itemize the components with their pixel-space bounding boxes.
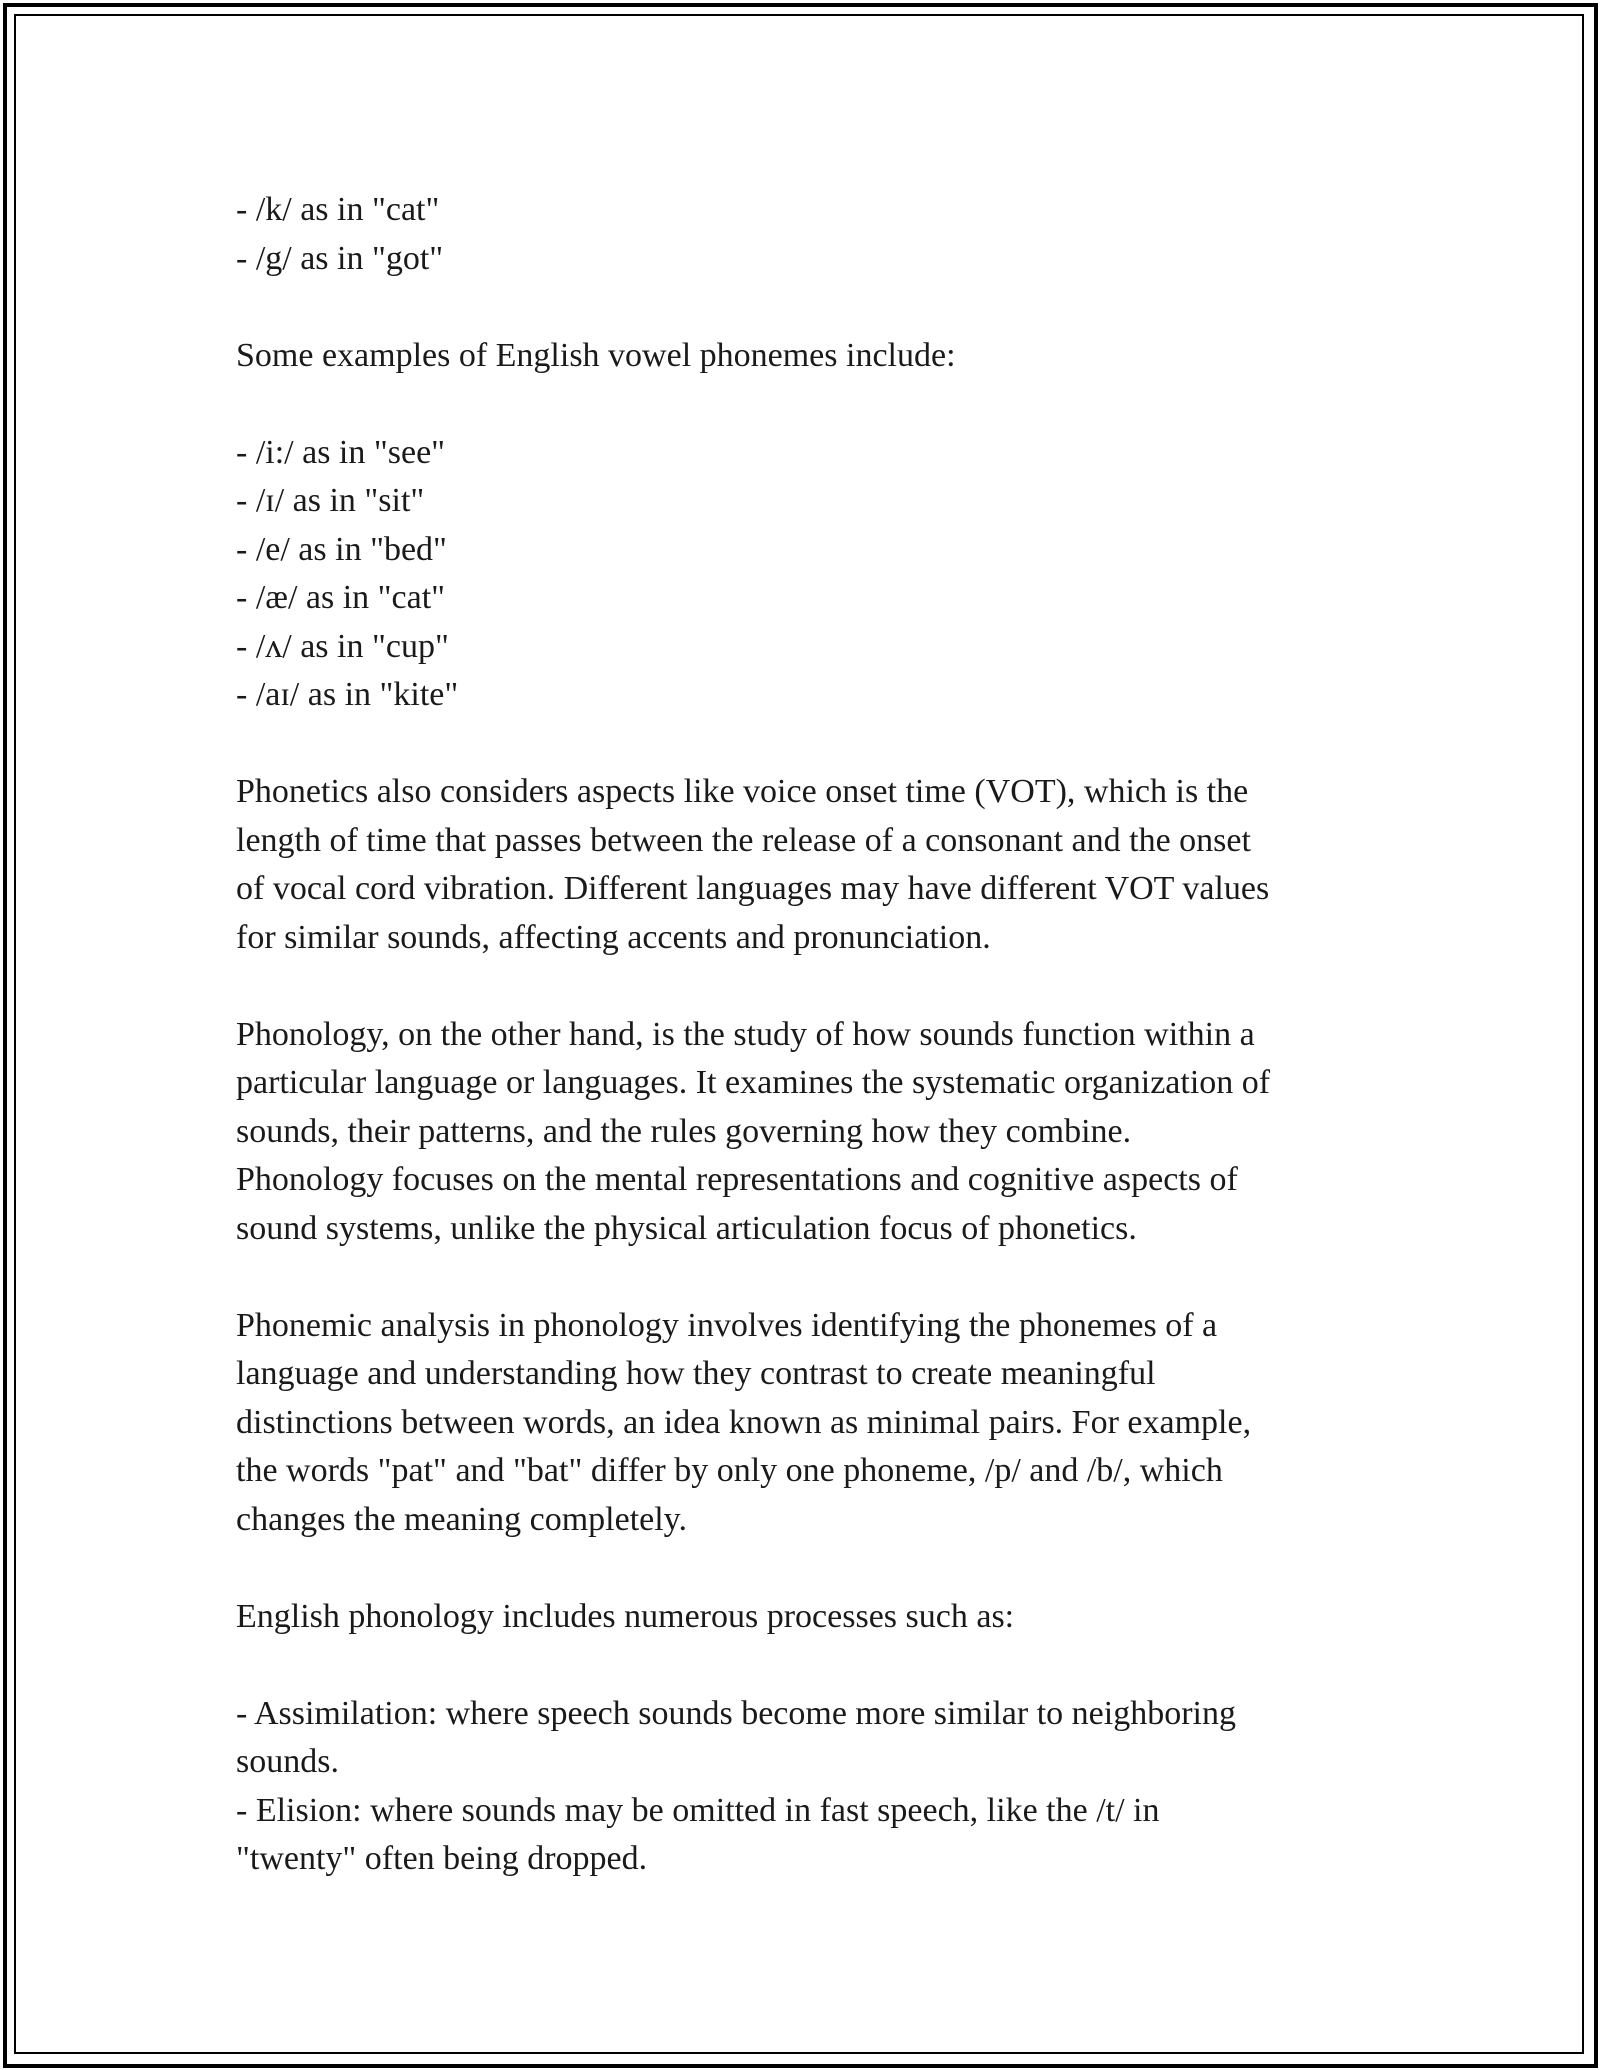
vowel-intro: Some examples of English vowel phonemes include:: [236, 336, 956, 374]
paragraph-line: for similar sounds, affecting accents and pronunciation.: [236, 918, 991, 956]
list-item: - /ɪ/ as in "sit": [236, 482, 425, 519]
paragraph-line: changes the meaning completely.: [236, 1500, 687, 1538]
paragraph-line: Phonology, on the other hand, is the study of how sounds function within a: [236, 1015, 1255, 1053]
paragraph-line: Phonetics also considers aspects like voice onset time (VOT), which is the: [236, 773, 1249, 810]
list-item: - /æ/ as in "cat": [236, 579, 446, 616]
paragraph-line: language and understanding how they contrast to create meaningful: [236, 1355, 1156, 1392]
paragraph-phonology: [236, 1011, 1376, 1254]
list-item-continuation: sounds.: [236, 1743, 339, 1780]
list-item: - /i:/ as in "see": [236, 433, 446, 471]
paragraph-line: Phonemic analysis in phonology involves identifying the phonemes of a: [236, 1306, 1218, 1344]
list-item: - /k/ as in "cat": [236, 191, 440, 228]
vowel-list: [236, 429, 1376, 720]
paragraph-line: sound systems, unlike the physical articulation focus of phonetics.: [236, 1209, 1137, 1247]
list-item: - Assimilation: where speech sounds become more similar to neighboring: [236, 1694, 1236, 1732]
paragraph-line: length of time that passes between the release of a consonant and the onset: [236, 821, 1251, 859]
paragraph-line: particular language or languages. It examines the systematic organization of: [236, 1064, 1271, 1101]
paragraph-line: Phonology focuses on the mental representations and cognitive aspects of: [236, 1161, 1238, 1198]
paragraph-line: the words "pat" and "bat" differ by only one phoneme, /p/ and /b/, which: [236, 1452, 1223, 1489]
list-item: - /g/ as in "got": [236, 239, 444, 277]
list-item: - Elision: where sounds may be omitted in fast speech, like the /t/ in: [236, 1791, 1160, 1829]
list-item: - /e/ as in "bed": [236, 530, 447, 568]
paragraph-line: sounds, their patterns, and the rules governing how they combine.: [236, 1112, 1132, 1150]
paragraph-line: of vocal cord vibration. Different languages may have different VOT values: [236, 870, 1270, 907]
consonant-list: [236, 186, 1376, 283]
process-list: [236, 1690, 1376, 1884]
paragraph-vot: [236, 768, 1376, 962]
document-body: [236, 186, 1376, 1884]
list-item: - /ʌ/ as in "cup": [236, 627, 449, 665]
paragraph-line: distinctions between words, an idea known as minimal pairs. For example,: [236, 1403, 1252, 1441]
processes-intro: English phonology includes numerous processes such as:: [236, 1597, 1015, 1635]
list-item: - /aɪ/ as in "kite": [236, 676, 459, 713]
paragraph-phonemic-analysis: [236, 1302, 1376, 1545]
list-item-continuation: "twenty" often being dropped.: [236, 1840, 648, 1877]
